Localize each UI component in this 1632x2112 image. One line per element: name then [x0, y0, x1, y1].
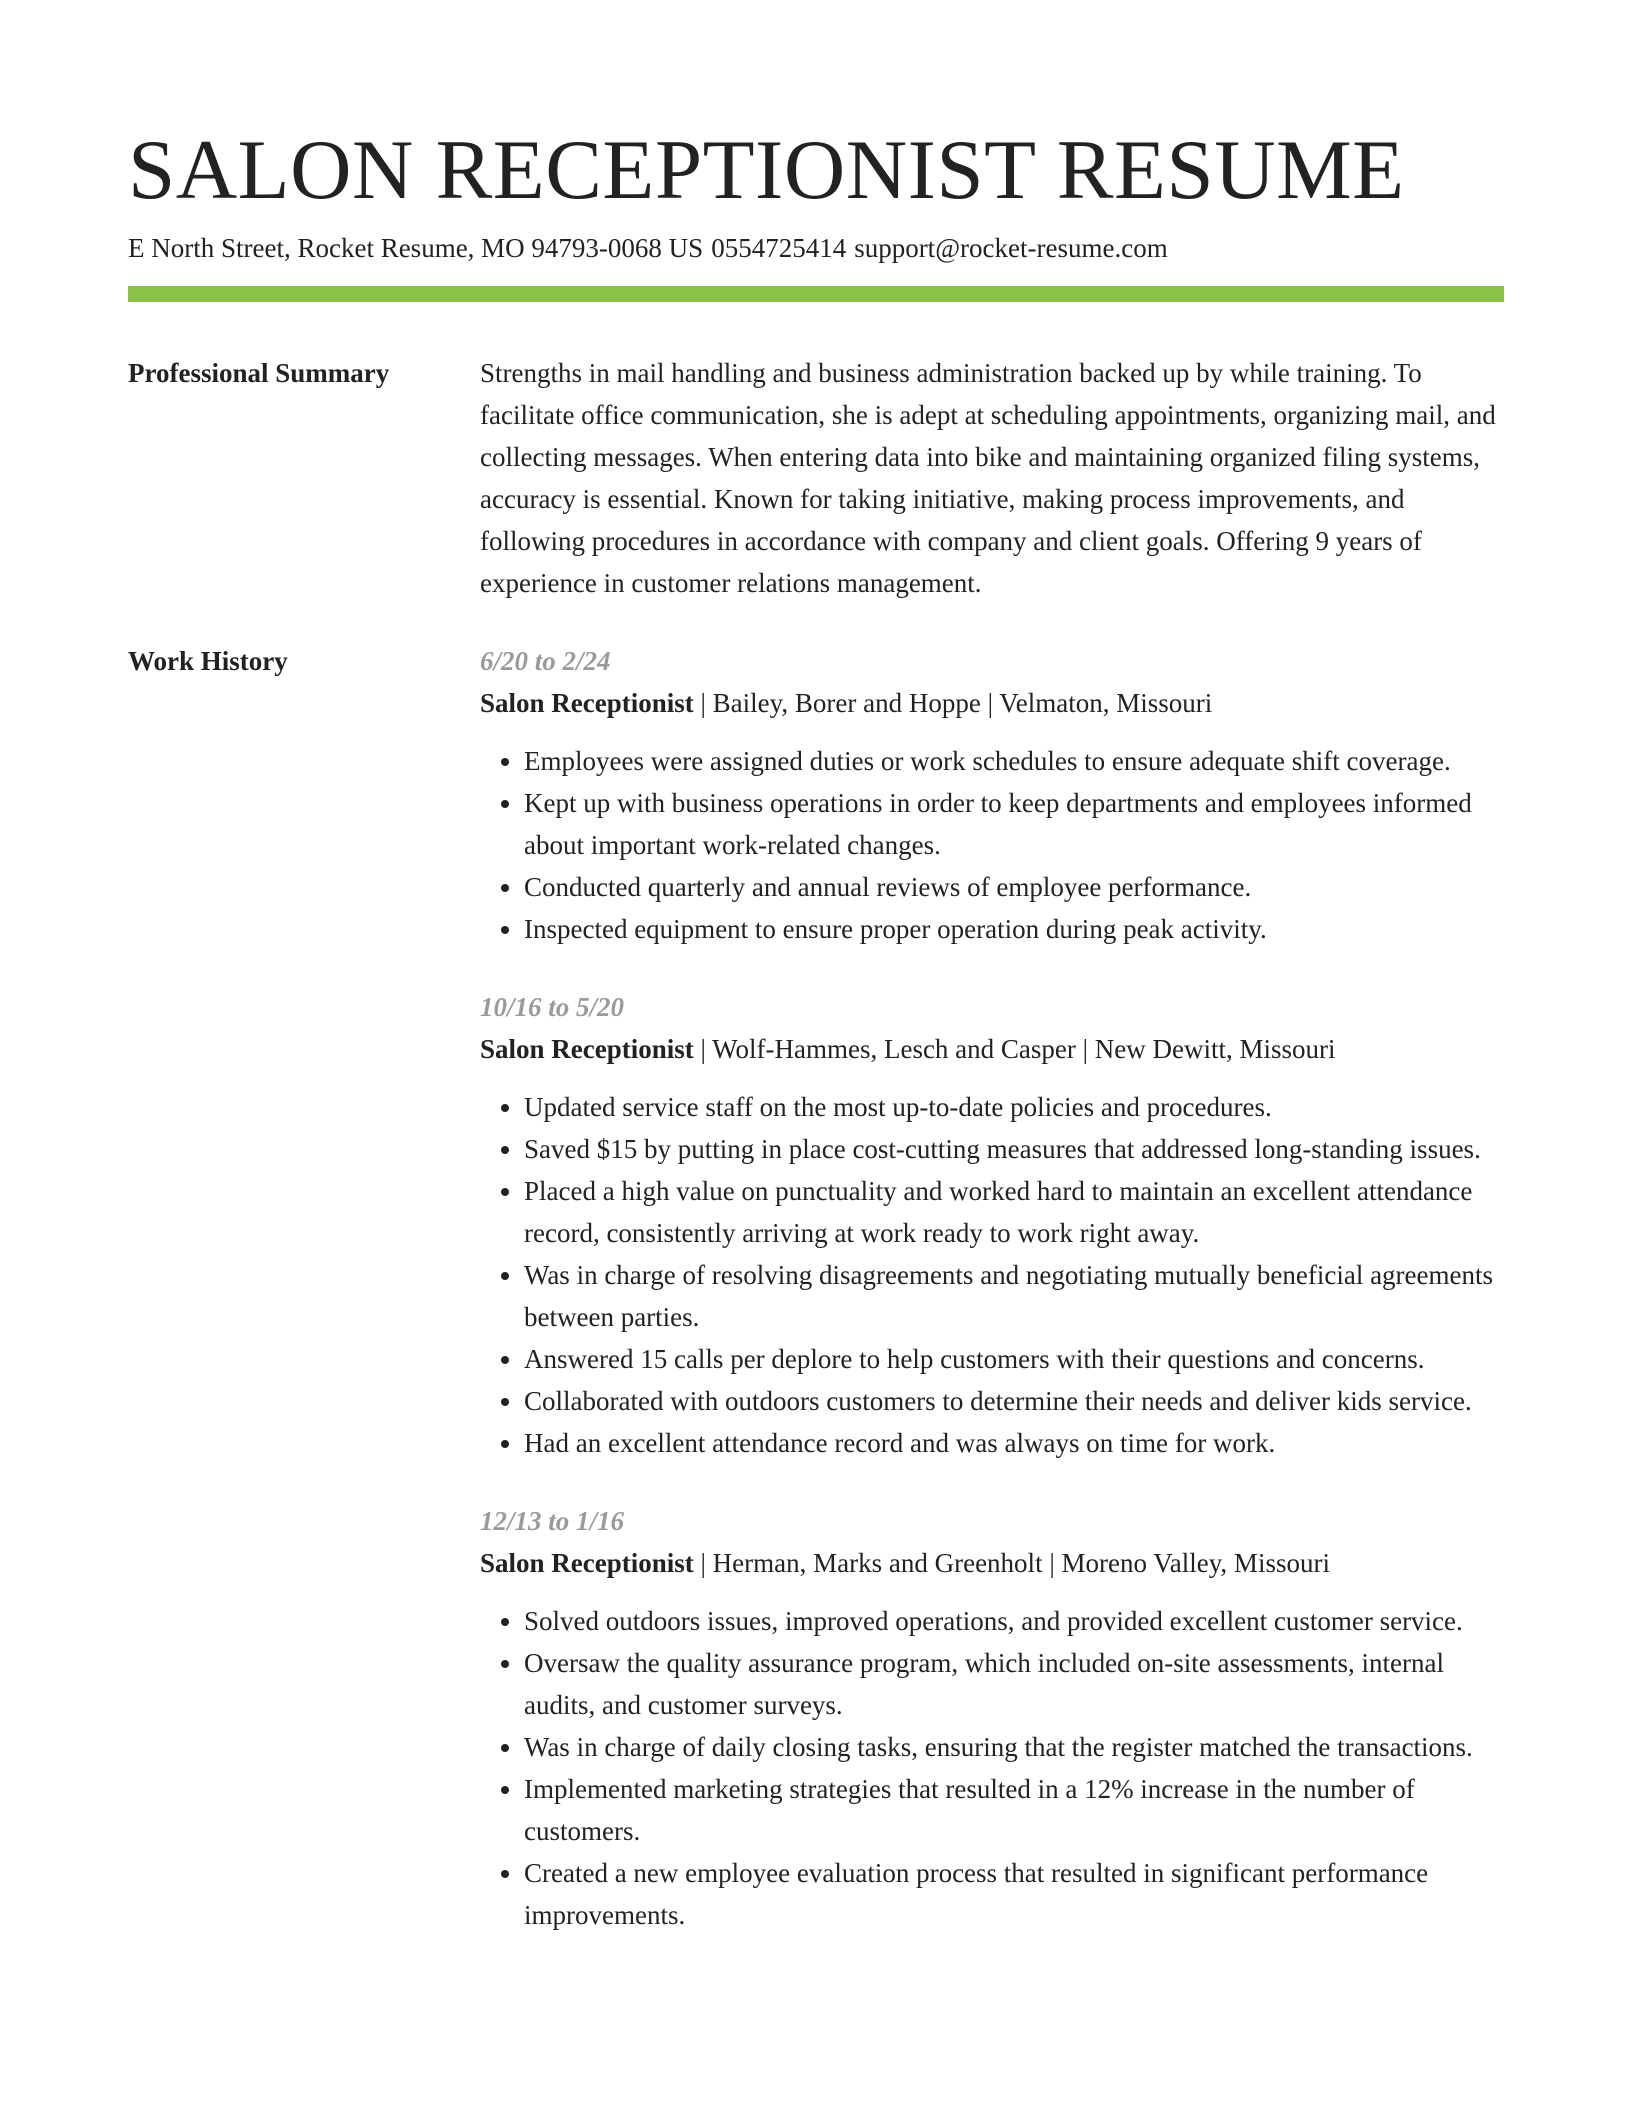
- job-entry: [480, 640, 1504, 950]
- job-bullet: • Inspected equipment to ensure proper operation during peak activity.: [524, 908, 1504, 950]
- summary-body: [480, 352, 1504, 604]
- email-text: support@rocket-resume.com: [854, 233, 1168, 263]
- header-divider: [128, 286, 1504, 302]
- job-bullet: • Employees were assigned duties or work schedules to ensure adequate shift coverage.: [524, 740, 1504, 782]
- summary-label: Professional Summary: [128, 358, 390, 388]
- job-entry: [480, 986, 1504, 1464]
- job-bullets: [480, 1086, 1504, 1464]
- job-bullet: • Implemented marketing strategies that resulted in a 12% increase in the number of customers.: [524, 1768, 1504, 1852]
- job-title: Salon Receptionist: [480, 688, 694, 718]
- job-heading: [480, 1542, 1504, 1584]
- job-dates: 6/20 to 2/24: [480, 646, 611, 676]
- job-dates: 10/16 to 5/20: [480, 992, 625, 1022]
- work-history-body: [480, 640, 1504, 1972]
- job-entry: [480, 1500, 1504, 1936]
- job-bullets: [480, 740, 1504, 950]
- job-bullets: [480, 1600, 1504, 1936]
- address-text: E North Street, Rocket Resume, MO 94793-0068 US: [128, 233, 704, 263]
- job-bullet: • Conducted quarterly and annual reviews of employee performance.: [524, 866, 1504, 908]
- job-details: | Herman, Marks and Greenholt | Moreno Valley, Missouri: [693, 1548, 1330, 1578]
- phone-text: 0554725414: [711, 233, 847, 263]
- work-history-label: Work History: [128, 646, 288, 676]
- job-heading: [480, 682, 1504, 724]
- job-bullet: • Created a new employee evaluation process that resulted in significant performance improvements.: [524, 1852, 1504, 1936]
- job-bullet: • Solved outdoors issues, improved operations, and provided excellent customer service.: [524, 1600, 1504, 1642]
- job-heading: [480, 1028, 1504, 1070]
- job-bullet: • Was in charge of daily closing tasks, ensuring that the register matched the transactions.: [524, 1726, 1504, 1768]
- summary-text: Strengths in mail handling and business administration backed up by while training. To facilitate office communication, she is adept at scheduling appointments, organizing mail, and collecting messages. When entering data into bike and maintaining organized filing systems, accuracy is essential. Known for taking initiative, making process improvements, and following procedures in accordance with company and client goals. Offering 9 years of experience in customer relations management.: [480, 358, 1496, 598]
- job-dates: 12/13 to 1/16: [480, 1506, 625, 1536]
- job-bullet: • Kept up with business operations in order to keep departments and employees informed about important work-related changes.: [524, 782, 1504, 866]
- job-bullet: • Was in charge of resolving disagreements and negotiating mutually beneficial agreements between parties.: [524, 1254, 1504, 1338]
- resume-title: SALON RECEPTIONIST RESUME: [128, 123, 1405, 217]
- job-title: Salon Receptionist: [480, 1548, 694, 1578]
- work-history-section: [128, 640, 1504, 1972]
- job-title: Salon Receptionist: [480, 1034, 694, 1064]
- summary-section: [128, 352, 1504, 604]
- job-details: | Bailey, Borer and Hoppe | Velmaton, Missouri: [693, 688, 1213, 718]
- contact-info: [128, 230, 1504, 266]
- job-bullet: • Collaborated with outdoors customers to determine their needs and deliver kids service.: [524, 1380, 1504, 1422]
- job-bullet: • Updated service staff on the most up-to-date policies and procedures.: [524, 1086, 1504, 1128]
- job-bullet: • Had an excellent attendance record and was always on time for work.: [524, 1422, 1504, 1464]
- job-bullet: • Answered 15 calls per deplore to help customers with their questions and concerns.: [524, 1338, 1504, 1380]
- job-bullet: • Placed a high value on punctuality and worked hard to maintain an excellent attendance record, consistently arriving at work ready to work right away.: [524, 1170, 1504, 1254]
- job-bullet: • Saved $15 by putting in place cost-cutting measures that addressed long-standing issues.: [524, 1128, 1504, 1170]
- job-bullet: • Oversaw the quality assurance program, which included on-site assessments, internal audits, and customer surveys.: [524, 1642, 1504, 1726]
- job-details: | Wolf-Hammes, Lesch and Casper | New Dewitt, Missouri: [693, 1034, 1336, 1064]
